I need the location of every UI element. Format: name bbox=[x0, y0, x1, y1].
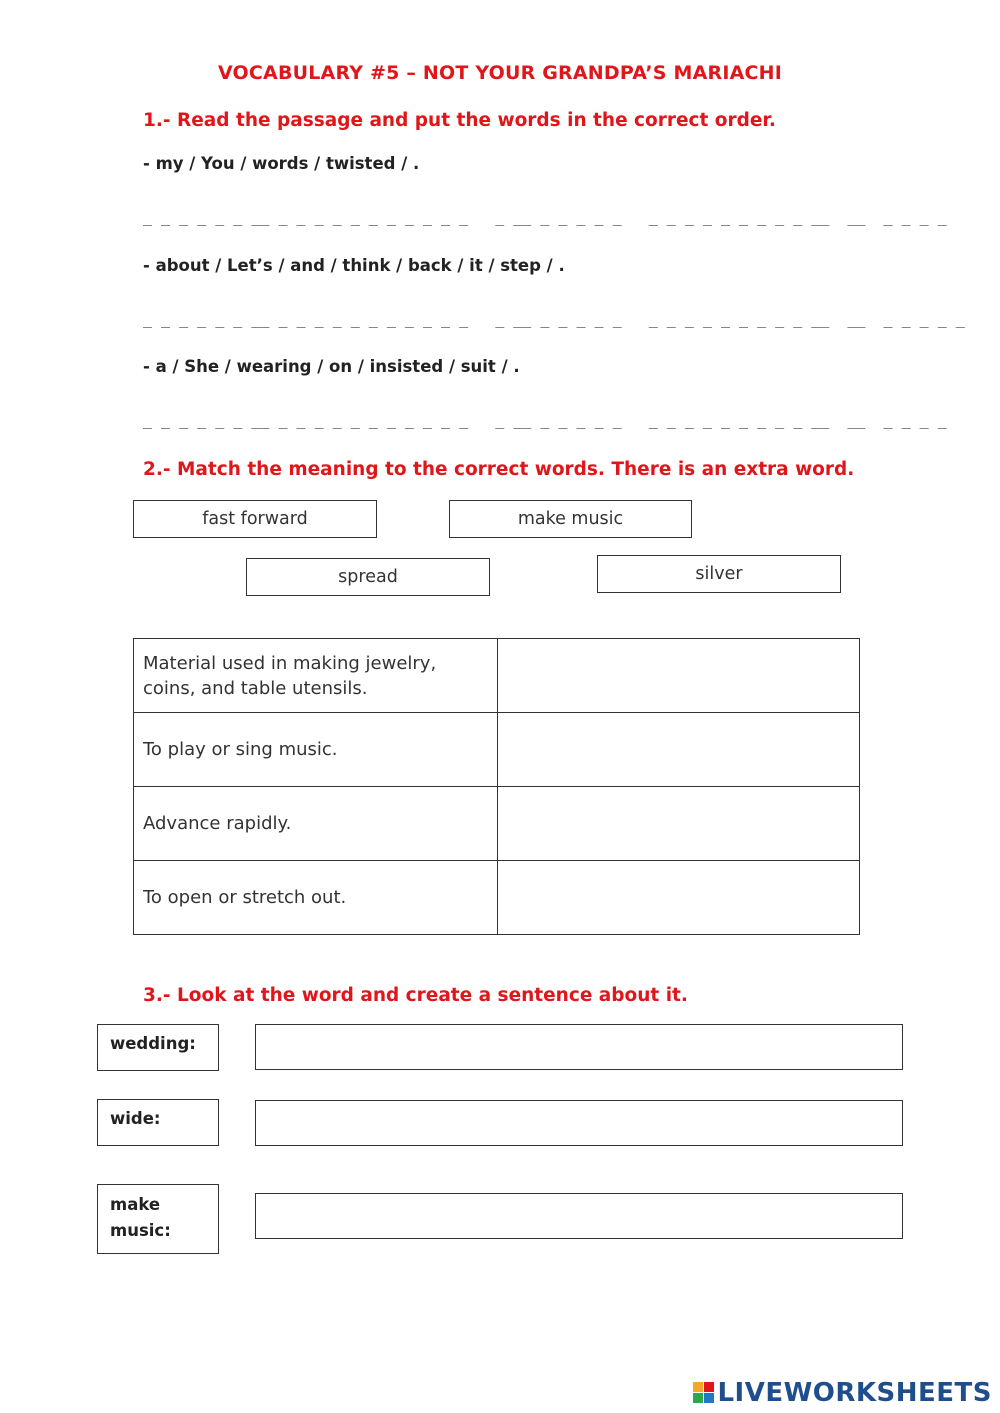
word-label-wide: wide: bbox=[97, 1099, 219, 1146]
word-box-silver[interactable]: silver bbox=[597, 555, 841, 593]
sentence-input-make-music[interactable] bbox=[255, 1193, 903, 1239]
scramble-prompt-2: - about / Let’s / and / think / back / it / step / . bbox=[143, 256, 565, 275]
table-row bbox=[134, 639, 860, 713]
answer-drop-cell[interactable] bbox=[498, 639, 860, 713]
answer-line-1[interactable]: _ _ _ _ _ _ __ _ _ _ _ _ _ _ _ _ _ _ _ __ _ _ _ _ _ _ _ _ _ _ _ _ _ _ __ __ _ _ _ _ bbox=[143, 208, 947, 226]
definition-cell: To open or stretch out. bbox=[134, 861, 498, 935]
worksheet-title: VOCABULARY #5 – NOT YOUR GRANDPA’S MARIACHI bbox=[217, 62, 783, 84]
word-box-make-music[interactable]: make music bbox=[449, 500, 692, 538]
table-row bbox=[134, 787, 860, 861]
liveworksheets-logo-icon bbox=[693, 1382, 715, 1404]
table-row bbox=[134, 713, 860, 787]
answer-line-2[interactable]: _ _ _ _ _ _ __ _ _ _ _ _ _ _ _ _ _ _ _ __ _ _ _ _ _ _ _ _ _ _ _ _ _ _ __ __ _ _ _ _ _ bbox=[143, 310, 965, 328]
scramble-prompt-1: - my / You / words / twisted / . bbox=[143, 154, 420, 173]
definition-cell: Material used in making jewelry, coins, and table utensils. bbox=[134, 639, 498, 713]
definition-cell: To play or sing music. bbox=[134, 713, 498, 787]
answer-line-3[interactable]: _ _ _ _ _ _ __ _ _ _ _ _ _ _ _ _ _ _ _ __ _ _ _ _ _ _ _ _ _ _ _ _ _ _ __ __ _ _ _ _ bbox=[143, 411, 947, 429]
matching-table bbox=[133, 638, 860, 935]
word-label-wedding: wedding: bbox=[97, 1024, 219, 1071]
table-row bbox=[134, 861, 860, 935]
word-box-fast-forward[interactable]: fast forward bbox=[133, 500, 377, 538]
answer-drop-cell[interactable] bbox=[498, 861, 860, 935]
liveworksheets-brand-text: LIVEWORKSHEETS bbox=[717, 1378, 992, 1408]
sentence-input-wedding[interactable] bbox=[255, 1024, 903, 1070]
word-box-spread[interactable]: spread bbox=[246, 558, 490, 596]
definition-cell: Advance rapidly. bbox=[134, 787, 498, 861]
section1-heading: 1.- Read the passage and put the words in the correct order. bbox=[143, 110, 776, 131]
word-label-make-music: make music: bbox=[97, 1184, 219, 1254]
liveworksheets-logo bbox=[693, 1378, 992, 1408]
section2-heading: 2.- Match the meaning to the correct words. There is an extra word. bbox=[143, 459, 855, 480]
answer-drop-cell[interactable] bbox=[498, 787, 860, 861]
scramble-prompt-3: - a / She / wearing / on / insisted / suit / . bbox=[143, 357, 520, 376]
section3-heading: 3.- Look at the word and create a sentence about it. bbox=[143, 985, 688, 1006]
sentence-input-wide[interactable] bbox=[255, 1100, 903, 1146]
answer-drop-cell[interactable] bbox=[498, 713, 860, 787]
